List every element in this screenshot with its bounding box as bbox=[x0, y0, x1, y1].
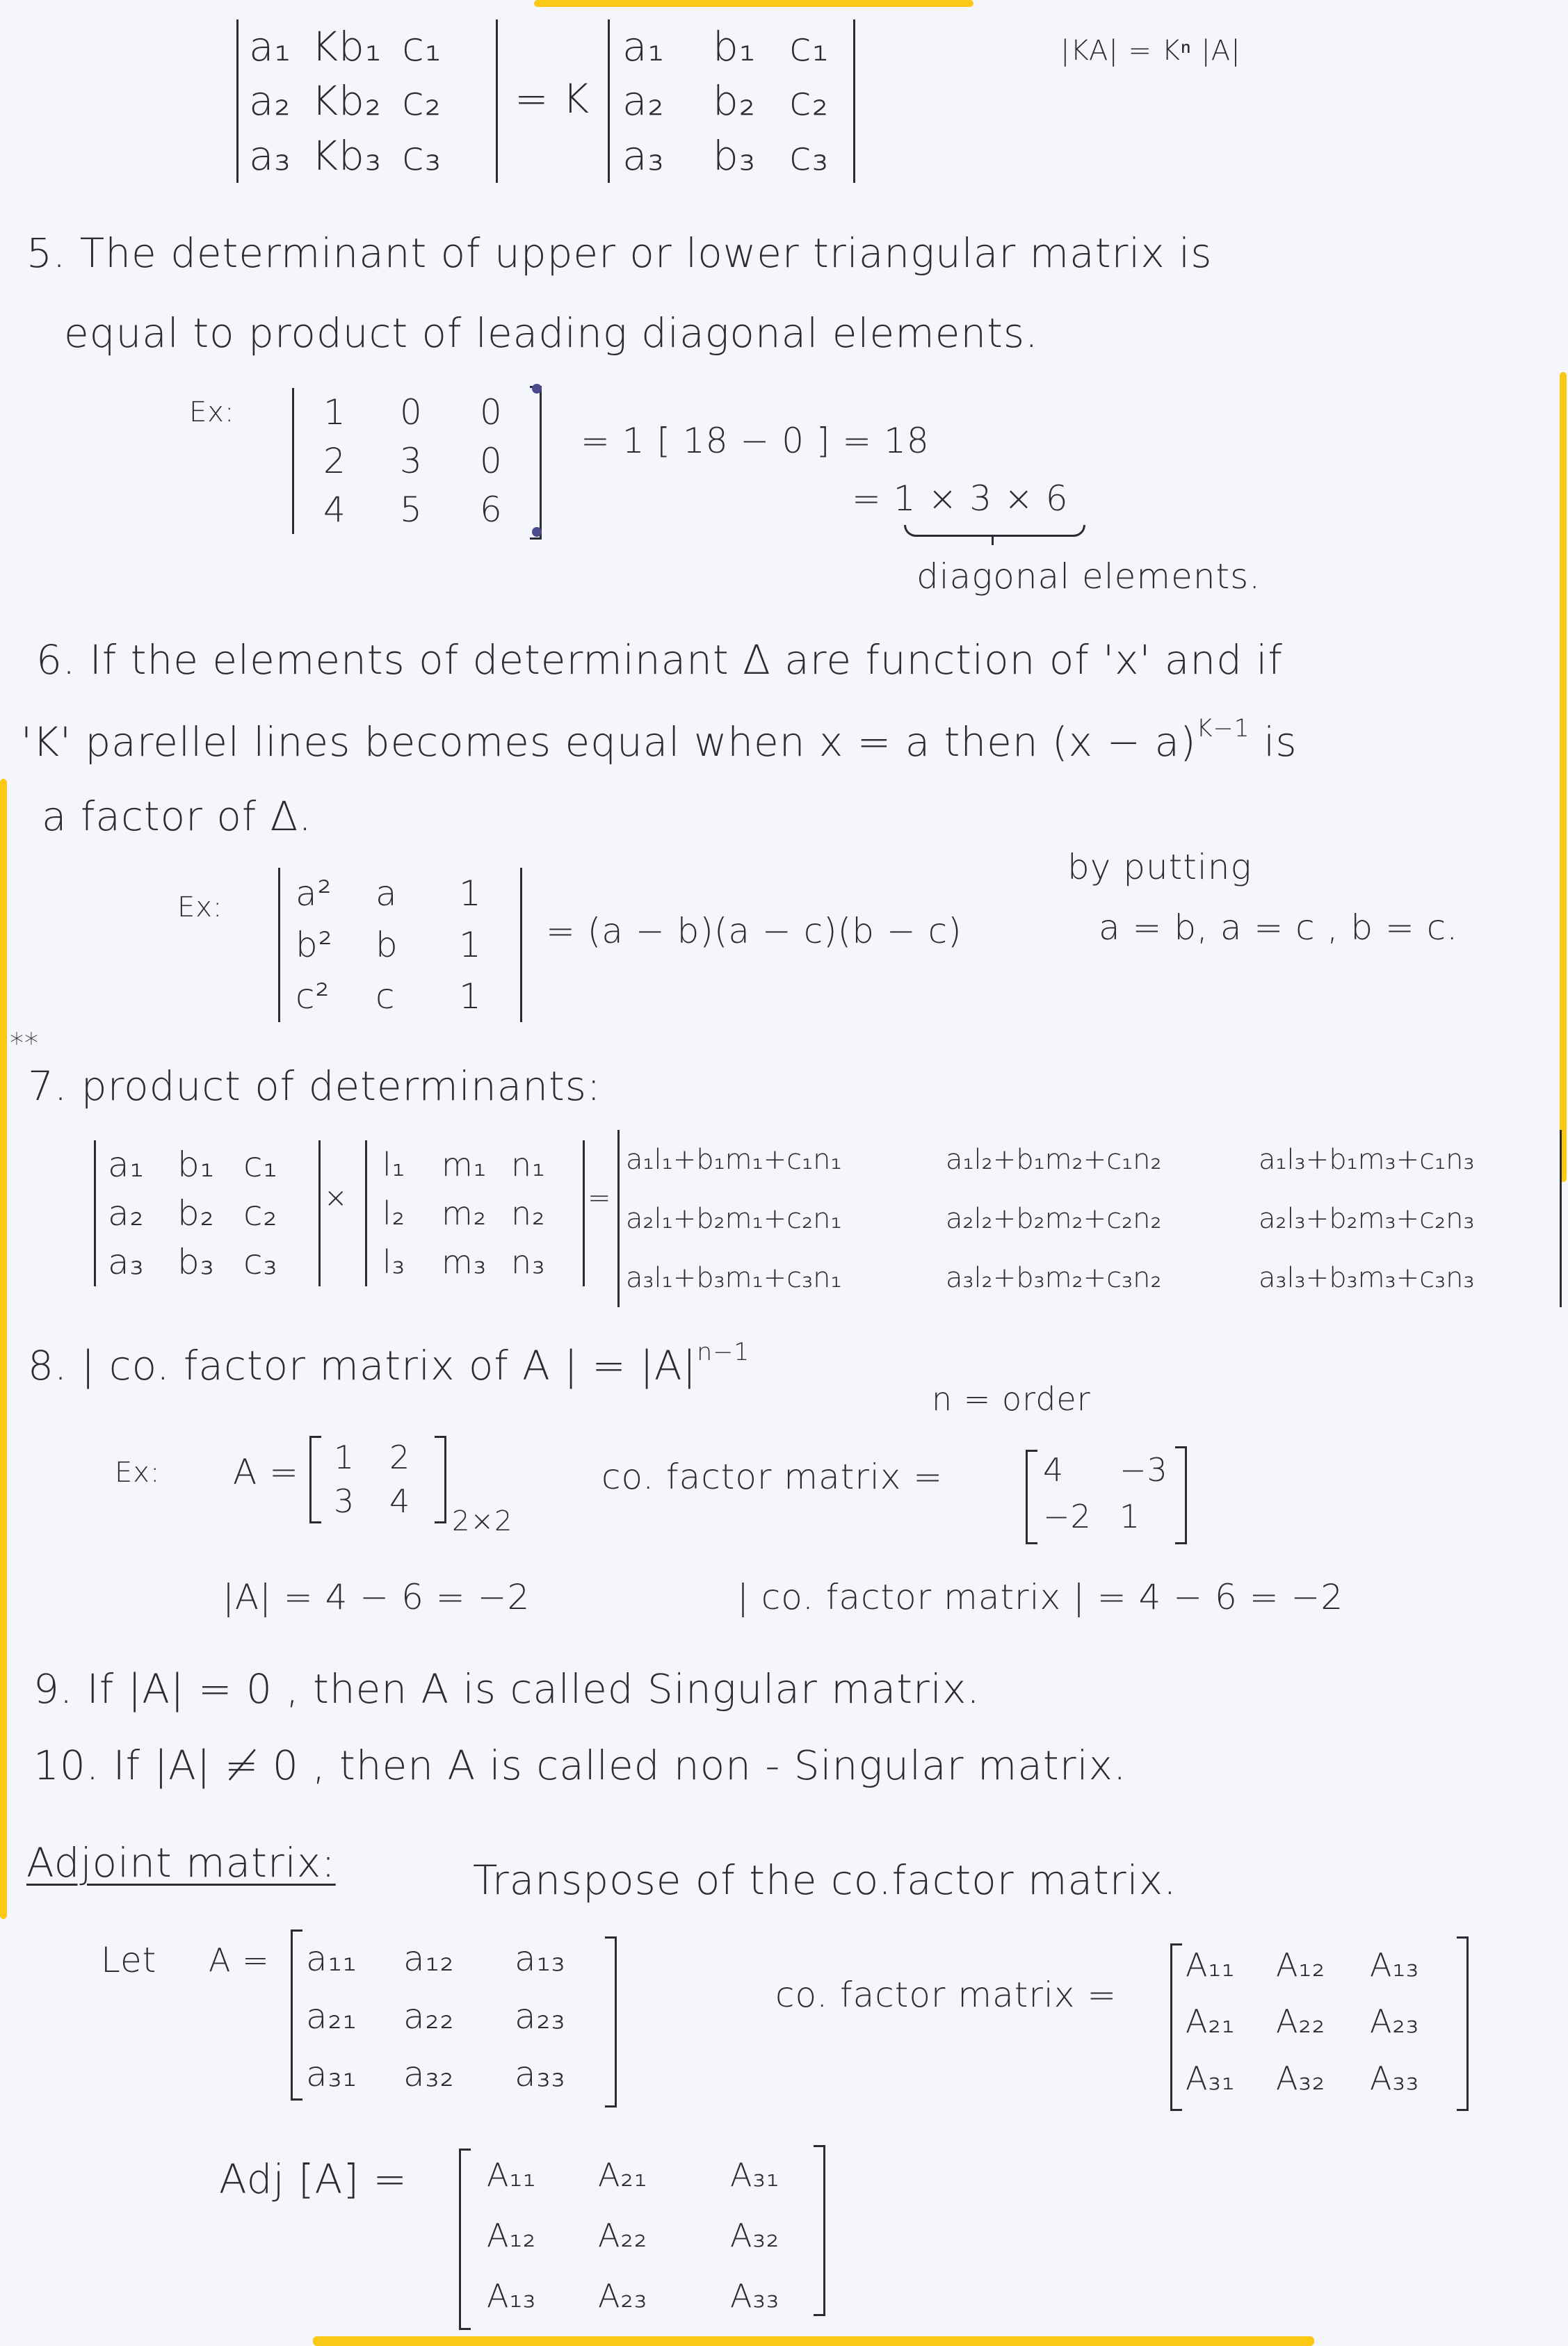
entry: b₁ bbox=[177, 1144, 215, 1185]
entry: l₁ bbox=[382, 1146, 406, 1183]
by-putting-note: by putting bbox=[1067, 847, 1252, 887]
entry: 0 bbox=[480, 441, 503, 481]
property-5-line-1: 5. The determinant of upper or lower triangular matrix is bbox=[26, 229, 1213, 277]
adjoint-title: Adjoint matrix: bbox=[26, 1839, 336, 1886]
matrix-order: 2×2 bbox=[452, 1505, 513, 1537]
entry: A₁₁ bbox=[487, 2156, 537, 2194]
entry: Kb₃ bbox=[312, 131, 382, 179]
entry: a₃ bbox=[108, 1242, 145, 1282]
entry: c₃ bbox=[243, 1242, 278, 1282]
triangular-matrix-entries bbox=[323, 388, 532, 534]
entry: 6 bbox=[480, 490, 503, 530]
entry: Kb₂ bbox=[312, 77, 382, 125]
entry: a₃l₁+b₃m₁+c₃n₁ bbox=[626, 1261, 842, 1294]
entry: A₂₃ bbox=[1370, 2003, 1420, 2041]
property-6-line-3: a factor of Δ. bbox=[42, 793, 312, 840]
scalar-property-note: |KA| = Kⁿ |A| bbox=[1060, 35, 1241, 67]
entry: c₁ bbox=[402, 23, 442, 71]
underbrace-tip bbox=[992, 535, 994, 545]
entry: c₁ bbox=[243, 1144, 278, 1185]
entry: A₃₁ bbox=[730, 2156, 780, 2194]
entry: A₃₃ bbox=[1370, 2060, 1420, 2098]
entry: a₂₃ bbox=[515, 1996, 566, 2037]
entry: 1 bbox=[459, 873, 482, 914]
entry: a₁l₂+b₁m₂+c₁n₂ bbox=[946, 1143, 1162, 1176]
determinant-a-entries bbox=[108, 1140, 309, 1286]
expansion-step: = 1 [ 18 − 0 ] = 18 bbox=[581, 421, 930, 461]
entry: A₂₁ bbox=[1186, 2003, 1236, 2041]
entry: b₂ bbox=[177, 1193, 215, 1233]
ink-dot bbox=[532, 384, 542, 394]
entry: a₁ bbox=[108, 1144, 145, 1185]
entry: −2 bbox=[1043, 1498, 1092, 1536]
entry: −3 bbox=[1120, 1450, 1168, 1489]
entry: a₂ bbox=[249, 77, 291, 125]
entry: n₁ bbox=[511, 1146, 546, 1183]
ink-dot bbox=[532, 527, 542, 537]
entry: b₁ bbox=[713, 23, 757, 71]
entry: A₁₂ bbox=[1276, 1945, 1326, 1984]
diagonal-elements-label: diagonal elements. bbox=[916, 556, 1261, 597]
entry: a₁ bbox=[249, 23, 291, 71]
entry: a₃ bbox=[249, 131, 291, 179]
top-highlight-bar bbox=[534, 0, 973, 7]
entry: A₃₃ bbox=[730, 2276, 780, 2315]
left-highlight-bar bbox=[0, 779, 7, 1919]
entry: m₁ bbox=[442, 1146, 487, 1183]
entry: A₂₂ bbox=[1276, 2003, 1326, 2041]
entry: a₃₁ bbox=[306, 2054, 357, 2095]
importance-star: ** bbox=[10, 1028, 39, 1060]
cofactor-matrix-label: co. factor matrix = bbox=[775, 1975, 1117, 2015]
entry: A₃₂ bbox=[730, 2216, 780, 2254]
entry: A₂₁ bbox=[598, 2156, 648, 2194]
entry: A₂₃ bbox=[598, 2276, 648, 2315]
entry: 1 bbox=[459, 925, 482, 965]
adjoint-definition: Transpose of the co.factor matrix. bbox=[473, 1856, 1177, 1904]
entry: 5 bbox=[400, 490, 423, 530]
matrix-a-left-bracket bbox=[309, 1436, 321, 1523]
determinant-rhs-entries bbox=[622, 19, 845, 183]
entry: m₂ bbox=[442, 1195, 487, 1232]
entry: n₂ bbox=[511, 1195, 546, 1232]
determinant-lhs-entries bbox=[249, 19, 485, 183]
diagonal-product-step: = 1 × 3 × 6 bbox=[852, 478, 1069, 519]
right-highlight-bar bbox=[1560, 372, 1567, 1182]
entry: a₂l₂+b₂m₂+c₂n₂ bbox=[946, 1202, 1162, 1235]
entry: c₂ bbox=[789, 77, 830, 125]
cofactor-left-bracket bbox=[1170, 1943, 1182, 2111]
entry: a₁l₃+b₁m₃+c₁n₃ bbox=[1259, 1143, 1475, 1176]
entry: a₃l₃+b₃m₃+c₃n₃ bbox=[1259, 1261, 1475, 1294]
entry: b₂ bbox=[713, 77, 757, 125]
cofactor-left-bracket bbox=[1026, 1450, 1037, 1544]
matrix-a-entries bbox=[306, 1930, 612, 2103]
entry: A₁₁ bbox=[1186, 1945, 1236, 1984]
entry: c₃ bbox=[789, 131, 830, 179]
entry: c₁ bbox=[789, 23, 830, 71]
entry: 0 bbox=[480, 392, 503, 432]
entry: l₂ bbox=[382, 1195, 406, 1232]
adjoint-left-bracket bbox=[459, 2149, 471, 2330]
matrix-a-label: A = bbox=[233, 1452, 299, 1492]
entry: 2 bbox=[323, 441, 346, 481]
entry: l₃ bbox=[382, 1243, 406, 1281]
entry: a₃l₂+b₃m₂+c₃n₂ bbox=[946, 1261, 1162, 1294]
entry: a₃₂ bbox=[403, 2054, 455, 2095]
entry: a₃₃ bbox=[515, 2054, 566, 2095]
exponent: n−1 bbox=[697, 1338, 750, 1366]
entry: a₁₁ bbox=[306, 1938, 357, 1979]
property-8-statement bbox=[28, 1338, 750, 1389]
entry: 1 bbox=[459, 976, 482, 1017]
entry: a₂l₃+b₂m₃+c₂n₃ bbox=[1259, 1202, 1475, 1235]
entry: A₃₁ bbox=[1186, 2060, 1236, 2098]
property-6-line-2 bbox=[21, 715, 1298, 766]
bottom-highlight-bar bbox=[313, 2336, 1314, 2346]
adjoint-label: Adj [A] = bbox=[219, 2155, 407, 2203]
entry: n₃ bbox=[511, 1243, 546, 1281]
equals-sign: = bbox=[588, 1182, 612, 1214]
property-5-line-2: equal to product of leading diagonal elements. bbox=[64, 309, 1039, 357]
entry: c₂ bbox=[243, 1193, 278, 1233]
exponent: K−1 bbox=[1196, 715, 1250, 743]
product-determinant-entries bbox=[626, 1130, 1554, 1307]
entry: b² bbox=[296, 925, 333, 965]
adjoint-entries bbox=[487, 2145, 821, 2326]
matrix-a-label: A = bbox=[209, 1941, 270, 1979]
cofactor-entries bbox=[1186, 1936, 1464, 2107]
entry: a₁ bbox=[622, 23, 665, 71]
determinant-b-entries bbox=[382, 1140, 577, 1286]
entry: 3 bbox=[400, 441, 423, 481]
entry: a² bbox=[296, 873, 332, 914]
matrix-a-left-bracket bbox=[291, 1930, 302, 2101]
entry: c bbox=[375, 976, 396, 1017]
entry: Kb₁ bbox=[312, 23, 382, 71]
property-9: 9. If |A| = 0 , then A is called Singular matrix. bbox=[33, 1665, 980, 1713]
example-label: Ex: bbox=[177, 891, 223, 923]
entry: c₃ bbox=[402, 131, 442, 179]
matrix-a-entries bbox=[334, 1436, 438, 1523]
equals-k: = K bbox=[515, 75, 590, 122]
substitution-note: a = b, a = c , b = c. bbox=[1099, 907, 1459, 948]
entry: 1 bbox=[323, 392, 346, 432]
entry: 2 bbox=[389, 1439, 411, 1477]
entry: b₃ bbox=[713, 131, 757, 179]
property-6-line-1: 6. If the elements of determinant Δ are function of 'x' and if bbox=[36, 636, 1283, 683]
line-2-text: 'K' parellel lines becomes equal when x = a then (x − a) bbox=[21, 718, 1197, 766]
entry: 1 bbox=[334, 1439, 355, 1477]
entry: a bbox=[375, 873, 398, 914]
entry: A₃₂ bbox=[1276, 2060, 1326, 2098]
entry: a₁₂ bbox=[403, 1938, 455, 1979]
property-10: 10. If |A| ≠ 0 , then A is called non - Singular matrix. bbox=[33, 1742, 1127, 1789]
entry: a₁l₁+b₁m₁+c₁n₁ bbox=[626, 1143, 842, 1176]
line-2-tail: is bbox=[1250, 718, 1298, 766]
entry: a₂ bbox=[108, 1193, 145, 1233]
entry: a₃ bbox=[622, 131, 665, 179]
order-note: n = order bbox=[932, 1380, 1091, 1418]
entry: c₂ bbox=[402, 77, 442, 125]
entry: a₂₂ bbox=[403, 1996, 455, 2037]
entry: A₁₃ bbox=[1370, 1945, 1420, 1984]
times-sign: × bbox=[324, 1182, 348, 1214]
example-label: Ex: bbox=[115, 1457, 161, 1489]
entry: 3 bbox=[334, 1482, 355, 1520]
entry: a₂l₁+b₂m₁+c₂n₁ bbox=[626, 1202, 842, 1235]
underbrace bbox=[904, 525, 1085, 537]
entry: 1 bbox=[1120, 1498, 1141, 1536]
entry: A₁₃ bbox=[487, 2276, 537, 2315]
cofactor-entries bbox=[1043, 1446, 1182, 1540]
vandermonde-entries bbox=[296, 868, 511, 1022]
statement-text: 8. | co. factor matrix of A | = |A| bbox=[28, 1341, 697, 1389]
entry: a₁₃ bbox=[515, 1938, 566, 1979]
entry: 4 bbox=[1043, 1450, 1065, 1489]
entry: a₂ bbox=[622, 77, 665, 125]
example-label: Ex: bbox=[189, 396, 235, 428]
entry: 4 bbox=[389, 1482, 411, 1520]
entry: 0 bbox=[400, 392, 423, 432]
let-label: Let bbox=[101, 1940, 157, 1980]
entry: a₂₁ bbox=[306, 1996, 357, 2037]
property-7-heading: 7. product of determinants: bbox=[28, 1062, 601, 1110]
entry: b₃ bbox=[177, 1242, 215, 1282]
entry: A₂₂ bbox=[598, 2216, 648, 2254]
entry: m₃ bbox=[442, 1243, 487, 1281]
entry: c² bbox=[296, 976, 330, 1017]
entry: A₁₂ bbox=[487, 2216, 537, 2254]
det-cofactor-calc: | co. factor matrix | = 4 − 6 = −2 bbox=[737, 1577, 1344, 1617]
cofactor-matrix-label: co. factor matrix = bbox=[601, 1457, 944, 1497]
entry: 4 bbox=[323, 490, 346, 530]
entry: b bbox=[375, 925, 398, 965]
det-a-calc: |A| = 4 − 6 = −2 bbox=[223, 1577, 531, 1617]
factorized-result: = (a − b)(a − c)(b − c) bbox=[546, 911, 962, 951]
